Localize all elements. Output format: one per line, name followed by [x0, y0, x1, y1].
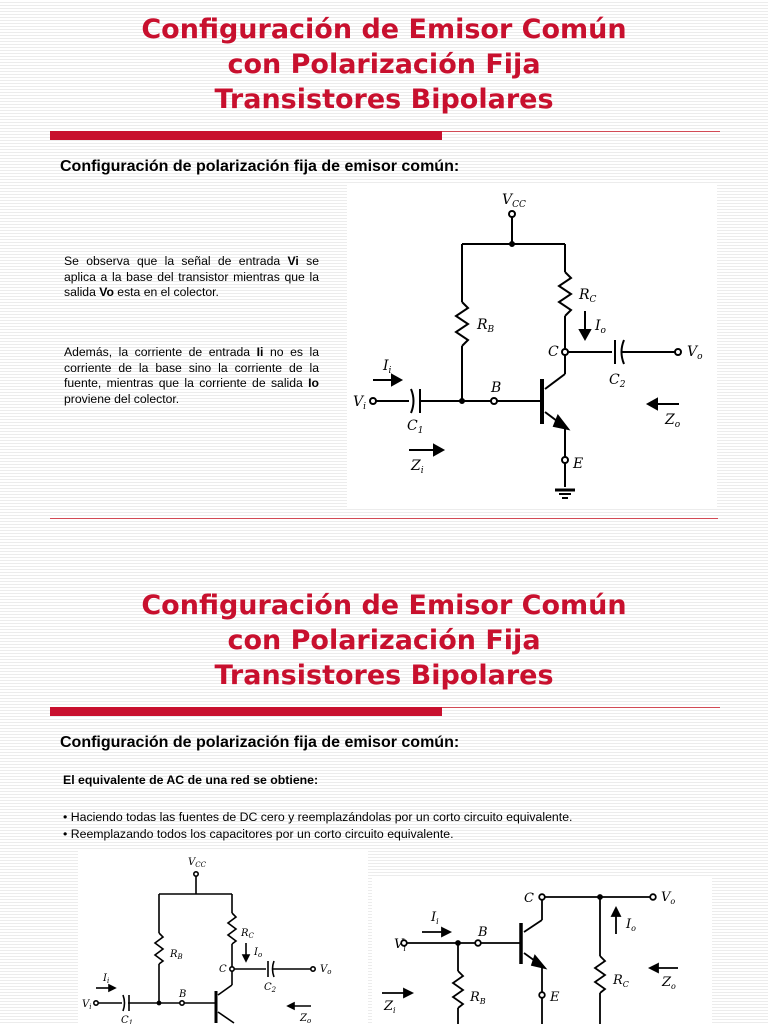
svg-text:RC: $R_C$ — [613, 973, 629, 989]
slide-1-title: Configuración de Emisor Común con Polarización Fija Transistores Bipolares — [141, 14, 627, 115]
slide-2 — [0, 576, 768, 1024]
svg-text:C2: $C_2$ — [609, 372, 626, 390]
svg-text:Zo: $Z_o$ — [662, 975, 676, 991]
svg-text:Io: $I_o$ — [626, 917, 636, 933]
svg-text:C: C — [548, 344, 559, 360]
paragraph-current: Además, la corriente de entrada Ii no es la corriente de la base sino la corriente de la fuente, mientras que la corriente de salida Io proviene del colector. — [64, 345, 319, 406]
svg-text:C1: $C_1$ — [407, 418, 424, 436]
svg-text:E: E — [573, 456, 584, 472]
svg-text:VCC: $V_{CC}$ — [502, 192, 526, 210]
svg-text:C1: $C_1$ — [121, 1015, 134, 1024]
svg-text:VCC: $V_{CC}$ — [188, 857, 206, 869]
slide-2-title: Configuración de Emisor Común con Polarización Fija Transistores Bipolares — [141, 590, 627, 691]
svg-text:Vi: $V_i$ — [353, 394, 367, 412]
svg-text:Ii: $I_i$ — [383, 358, 392, 376]
svg-text:Zi: $Z_i$ — [384, 999, 396, 1015]
original-network-diagram — [78, 851, 368, 1024]
svg-text:Vo: $V_o$ — [320, 964, 332, 976]
slide-1-subtitle: Configuración de polarización fija de emisor común: — [60, 158, 460, 175]
svg-text:Vi: $V_i$ — [394, 937, 406, 953]
svg-text:Vi: $V_i$ — [82, 999, 92, 1011]
slide-1-bottom-rule — [50, 518, 718, 519]
svg-text:Vo: $V_o$ — [687, 344, 703, 362]
title-underline-thick — [50, 131, 442, 140]
svg-text:Ii: $I_i$ — [431, 910, 439, 926]
svg-text:Zo: $Z_o$ — [300, 1013, 312, 1024]
svg-text:C2: $C_2$ — [264, 982, 277, 994]
svg-text:Ii: $I_i$ — [103, 973, 110, 985]
svg-text:C: C — [219, 964, 227, 975]
ac-equivalent-diagram — [372, 876, 712, 1024]
svg-text:RB: $R_B$ — [170, 949, 183, 961]
svg-text:B: B — [491, 380, 502, 396]
bullet-dc-sources: • Haciendo todas las fuentes de DC cero y reemplazándolas por un corto circuito equivalente. — [63, 810, 573, 824]
title-underline-thin — [442, 131, 720, 132]
fixed-bias-circuit-diagram — [347, 184, 717, 508]
title-underline-thin — [442, 707, 720, 708]
svg-text:Zo: $Z_o$ — [665, 412, 681, 430]
svg-text:RC: $R_C$ — [579, 287, 597, 305]
svg-text:C: C — [524, 891, 534, 906]
svg-text:B: B — [478, 925, 488, 940]
bullet-capacitors: • Reemplazando todos los capacitores por un corto circuito equivalente. — [63, 827, 454, 841]
svg-text:E: E — [550, 990, 560, 1005]
svg-text:RC: $R_C$ — [241, 928, 254, 940]
svg-text:Io: $I_o$ — [254, 947, 263, 959]
svg-text:Io: $I_o$ — [595, 318, 606, 336]
svg-text:RB: $R_B$ — [477, 317, 495, 335]
svg-text:B: B — [179, 989, 187, 1000]
svg-text:Zi: $Z_i$ — [411, 458, 424, 476]
svg-text:Vo: $V_o$ — [661, 890, 676, 906]
ac-equivalent-intro: El equivalente de AC de una red se obtiene: — [63, 773, 319, 787]
paragraph-signal: Se observa que la señal de entrada Vi se aplica a la base del transistor mientras que la salida Vo esta en el colector. — [64, 254, 319, 299]
svg-text:RB: $R_B$ — [470, 990, 486, 1006]
slide-2-subtitle: Configuración de polarización fija de emisor común: — [60, 734, 460, 751]
title-underline-thick — [50, 707, 442, 716]
